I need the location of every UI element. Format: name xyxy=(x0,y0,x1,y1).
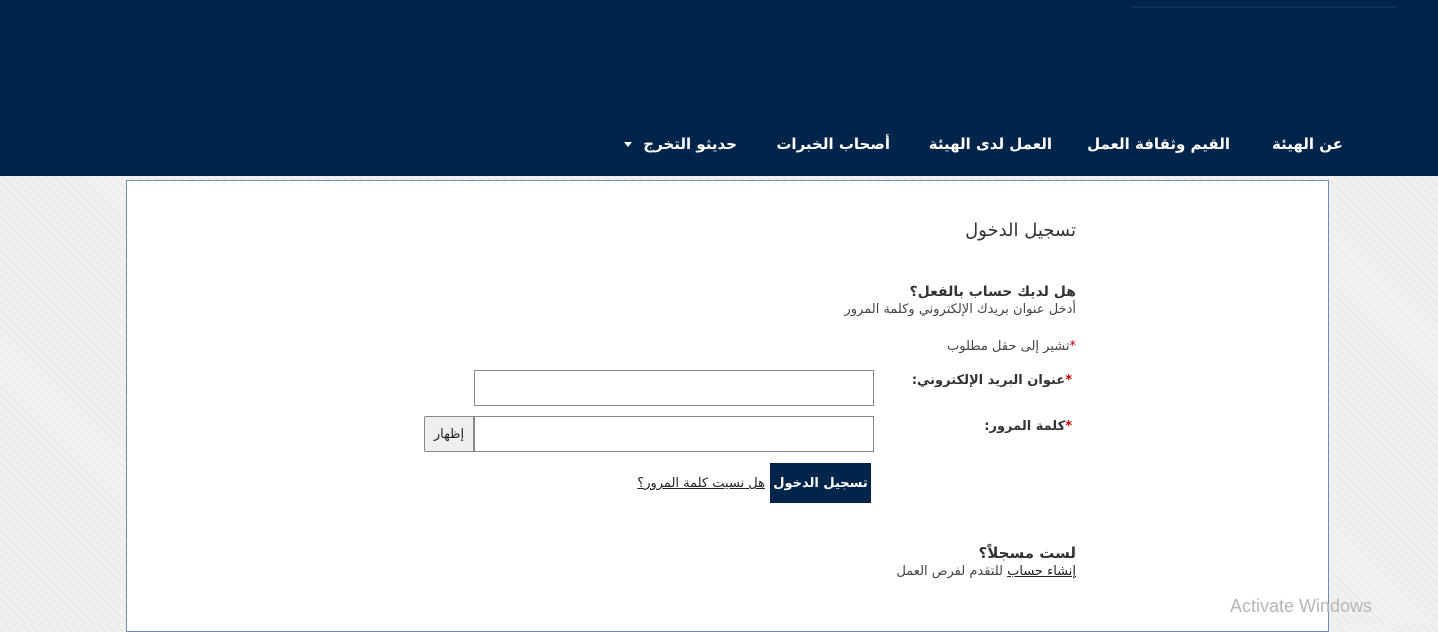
required-star: * xyxy=(1069,339,1076,354)
login-button[interactable]: تسجيل الدخول xyxy=(770,463,871,503)
have-account-heading: هل لديك حساب بالفعل؟ xyxy=(909,284,1076,300)
show-password-button[interactable]: إظهار xyxy=(424,416,474,452)
nav-item-work-at-authority[interactable]: العمل لدى الهيئة xyxy=(928,135,1052,153)
register-line: إنشاء حساب للتقدم لفرص العمل xyxy=(896,564,1076,579)
nav-item-about[interactable]: عن الهيئة xyxy=(1272,135,1343,153)
create-account-link[interactable]: إنشاء حساب xyxy=(1007,564,1076,579)
not-registered-heading: لست مسجلاً؟ xyxy=(978,544,1076,562)
nav-item-experienced[interactable]: أصحاب الخبرات xyxy=(776,135,890,153)
password-label: *كلمة المرور: xyxy=(984,419,1072,434)
page-title: تسجيل الدخول xyxy=(965,220,1076,241)
nav-item-values-culture[interactable]: القيم وثقافة العمل xyxy=(1087,135,1230,153)
login-panel xyxy=(126,180,1329,632)
email-label: *عنوان البريد الإلكتروني: xyxy=(911,373,1072,388)
activate-windows-watermark: Activate Windows xyxy=(1230,596,1373,616)
required-field-note: *تشير إلى حقل مطلوب xyxy=(947,339,1076,354)
nav-item-graduates[interactable]: حديثو التخرج xyxy=(624,133,737,155)
forgot-password-link[interactable]: هل نسيت كلمة المرور؟ xyxy=(637,476,765,491)
main-nav xyxy=(0,0,1438,176)
chevron-down-icon xyxy=(624,142,632,147)
have-account-subtitle: أدخل عنوان بريدك الإلكتروني وكلمة المرور xyxy=(844,302,1076,317)
site-header xyxy=(0,0,1438,176)
password-field[interactable] xyxy=(474,416,874,452)
email-field[interactable] xyxy=(474,370,874,406)
